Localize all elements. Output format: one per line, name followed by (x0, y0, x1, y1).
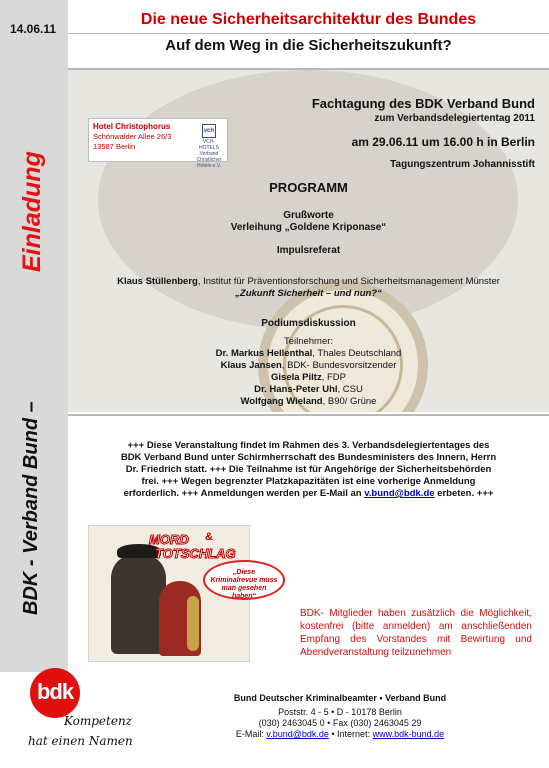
notice-line: frei. +++ Wegen begrenzter Platzkapazitäten ist eine vorherige Anmeldung (141, 476, 476, 487)
participant-item (68, 360, 549, 372)
participant-role: , B90/ Grüne (322, 396, 377, 407)
notice-line-text: erforderlich. +++ Anmeldungen werden per E-Mail an (123, 488, 365, 499)
notice-line: Dr. Friedrich statt. +++ Die Teilnahme ist für Angehörige der Sicherheitsbehörden (125, 464, 492, 475)
participant-role: , Thales Deutschland (312, 348, 402, 359)
notice-text (68, 440, 549, 500)
notice-line (68, 488, 549, 500)
headline-line-2: Auf dem Weg in die Sicherheitszukunft? (165, 37, 452, 54)
vch-sublabel: Verband Christlicher Hotels e.V. (196, 151, 222, 169)
saxophone-shape (187, 596, 199, 651)
vch-mark-icon: vch (202, 124, 216, 138)
participant-name: Dr. Markus Hellenthal (215, 348, 313, 359)
hotel-box (88, 118, 228, 169)
program-greeting: Grußworte (283, 210, 334, 221)
panel-title: Podiumsdiskussion (261, 318, 356, 329)
bdk-logo-icon (30, 668, 80, 718)
hotel-street: Schönwalder Allee 26/3 (93, 132, 172, 141)
internet-label: • Internet: (328, 729, 373, 739)
notice-line: BDK Verband Bund unter Schirmherrschaft des Bundesministers des Innern, Herrn (120, 452, 497, 463)
program-title: PROGRAMM (269, 180, 348, 195)
event-subtitle: zum Verbandsdelegiertentag 2011 (374, 113, 535, 124)
poster-title-amp: & (205, 531, 213, 543)
event-venue: Tagungszentrum Johannisstift (390, 159, 535, 170)
quote-line: man gesehen (221, 585, 267, 592)
participant-item (68, 372, 549, 384)
participants-label: Teilnehmer: (283, 336, 334, 347)
footer-phone: (030) 2463045 0 • Fax (030) 2463045 29 (258, 718, 422, 728)
slogan-line-1: Kompetenz (64, 714, 133, 728)
program-impulse-block (68, 276, 549, 300)
poster-title-totschlag: TOTSCHLAG (155, 546, 236, 561)
hotel-name: Hotel Christophorus (93, 122, 171, 131)
footer-contact (130, 729, 549, 740)
vch-label: VCH-HOTELS (198, 139, 219, 151)
poster-title-mord: MORD (149, 532, 189, 547)
vertical-org-name: BDK - Verband Bund – (20, 401, 42, 615)
speaker-name: Klaus Stüllenberg (117, 276, 198, 287)
program-award: Verleihung „Goldene Kriponase“ (230, 222, 387, 233)
quote-line: Kriminalrevue muss (210, 577, 278, 584)
participant-role: , FDP (321, 372, 346, 383)
email-label: E-Mail: (235, 729, 267, 739)
participant-item (68, 396, 549, 408)
program-bottom-rule (68, 414, 549, 416)
member-note: BDK- Mitglieder haben zusätzlich die Möglichkeit, kostenfrei (bitte anmelden) am anschließenden Empfang des Vorstandes mit Bewirtung und Abendveranstaltung teilzunehmen (300, 608, 532, 658)
vch-hotels-logo (195, 124, 223, 169)
participant-role: , CSU (337, 384, 363, 395)
vertical-title-einladung: Einladung (18, 151, 46, 272)
participant-name: Dr. Hans-Peter Uhl (254, 384, 338, 395)
talk-title: „Zukunft Sicherheit – und nun?“ (235, 288, 382, 299)
event-title: Fachtagung des BDK Verband Bund (311, 96, 535, 111)
footer-org: Bund Deutscher Kriminalbeamter • Verband Bund (233, 693, 447, 703)
footer (130, 693, 549, 740)
footer-address: Poststr. 4 - 5 • D - 10178 Berlin (278, 707, 402, 717)
quote-line: haben“ (231, 593, 257, 600)
hotel-city: 13587 Berlin (93, 142, 136, 151)
participant-name: Gisela Piltz (271, 372, 322, 383)
slogan-line-2: hat einen Namen (28, 734, 133, 748)
footer-website-link[interactable]: www.bdk-bund.de (372, 729, 445, 739)
program-speaker-line (68, 276, 549, 288)
bdk-logo-mark: bdk (36, 679, 74, 704)
participant-name: Wolfgang Wieland (240, 396, 323, 407)
notice-line-text: erbeten. +++ (434, 488, 494, 499)
quote-line: „Diese (232, 569, 256, 576)
notice-email-link[interactable]: v.bund@bdk.de (364, 488, 435, 499)
headline-divider (68, 33, 549, 34)
participant-item (68, 348, 549, 360)
quote-bubble (203, 560, 285, 600)
performer-figure-shape (111, 554, 166, 654)
event-datetime: am 29.06.11 um 16.00 h in Berlin (351, 135, 535, 149)
notice-line: +++ Diese Veranstaltung findet im Rahmen des 3. Verbandsdelegiertentages des (127, 440, 490, 451)
event-info (312, 96, 535, 171)
program-greeting-block (68, 210, 549, 257)
participant-role: , BDK- Bundesvorsitzender (281, 360, 397, 371)
headline-line-1: Die neue Sicherheitsarchitektur des Bundes (140, 11, 477, 28)
participant-name: Klaus Jansen (220, 360, 282, 371)
date-label: 14.06.11 (10, 22, 57, 36)
footer-email-link[interactable]: v.bund@bdk.de (266, 729, 329, 739)
speaker-institute: , Institut für Präventionsforschung und Sicherheitsmanagement Münster (197, 276, 500, 287)
program-impulse-title: Impulsreferat (276, 245, 341, 256)
program-panel-block (68, 318, 549, 408)
participant-item (68, 384, 549, 396)
